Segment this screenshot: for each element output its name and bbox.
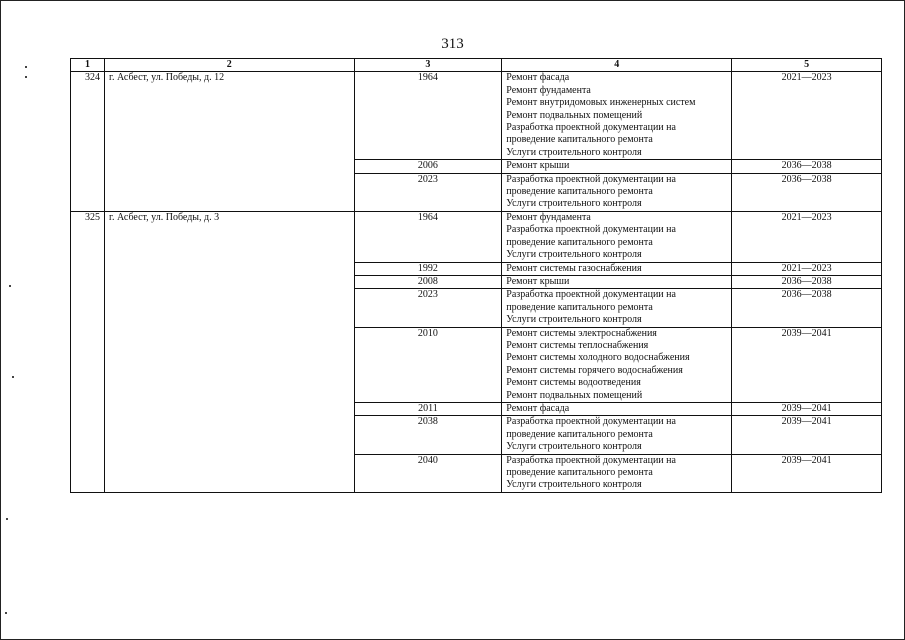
work-item: Услуги строительного контроля [506, 198, 642, 210]
work-item: Ремонт системы теплоснабжения [506, 339, 649, 351]
column-header-5: 5 [732, 59, 882, 72]
work-item: Ремонт подвальных помещений [506, 389, 643, 401]
work-item: Услуги строительного контроля [506, 479, 642, 491]
work-item: Услуги строительного контроля [506, 249, 642, 261]
scan-mark [5, 612, 7, 614]
entry-period: 2036—2038 [732, 289, 882, 327]
table-header-row [71, 59, 882, 72]
work-list [502, 211, 732, 262]
entry-year: 2040 [354, 454, 502, 492]
work-item: Ремонт системы горячего водоснабжения [506, 364, 683, 376]
work-item: проведение капитального ремонта [506, 186, 653, 198]
work-item: Ремонт крыши [506, 275, 570, 287]
page-number: 313 [441, 36, 464, 52]
work-item: Услуги строительного контроля [506, 441, 642, 453]
building-address: г. Асбест, ул. Победы, д. 3 [104, 211, 354, 492]
entry-year: 1964 [354, 72, 502, 160]
work-item: Ремонт фундамента [506, 84, 591, 96]
entry-period: 2039—2041 [732, 402, 882, 415]
entry-period: 2039—2041 [732, 327, 882, 402]
entry-period: 2039—2041 [732, 454, 882, 492]
scan-mark [25, 76, 27, 78]
work-list [502, 402, 732, 415]
work-list [502, 262, 732, 275]
entry-year: 2006 [354, 160, 502, 173]
work-item: Ремонт системы холодного водоснабжения [506, 352, 690, 364]
work-list [502, 160, 732, 173]
work-item: Ремонт системы водоотведения [506, 377, 641, 389]
work-item: Услуги строительного контроля [506, 314, 642, 326]
work-list [502, 72, 732, 160]
entry-year: 2023 [354, 289, 502, 327]
entry-year: 1964 [354, 211, 502, 262]
work-item: Разработка проектной документации на [506, 289, 676, 301]
work-item: проведение капитального ремонта [506, 236, 653, 248]
entry-period: 2039—2041 [732, 416, 882, 454]
work-item: Услуги строительного контроля [506, 146, 642, 158]
work-item: Ремонт системы газоснабжения [506, 262, 642, 274]
entry-year: 1992 [354, 262, 502, 275]
work-item: Разработка проектной документации на [506, 173, 676, 185]
work-item: Разработка проектной документации на [506, 224, 676, 236]
entry-period: 2036—2038 [732, 275, 882, 288]
entry-period: 2021—2023 [732, 211, 882, 262]
work-item: проведение капитального ремонта [506, 467, 653, 478]
column-header-2: 2 [104, 59, 354, 72]
work-item: Ремонт подвальных помещений [506, 109, 643, 121]
entry-period: 2036—2038 [732, 173, 882, 211]
table-row [71, 72, 882, 160]
entry-year: 2038 [354, 416, 502, 454]
work-item: Ремонт системы электроснабжения [506, 327, 657, 339]
entry-year: 2011 [354, 402, 502, 415]
table-row [71, 211, 882, 262]
column-header-3: 3 [354, 59, 502, 72]
building-address: г. Асбест, ул. Победы, д. 12 [104, 72, 354, 211]
work-list [502, 454, 732, 492]
work-item: Ремонт фасада [506, 72, 570, 84]
work-item: Разработка проектной документации на [506, 122, 676, 134]
scan-mark [25, 66, 27, 68]
column-header-4: 4 [502, 59, 732, 72]
entry-year: 2008 [354, 275, 502, 288]
work-item: проведение капитального ремонта [506, 428, 653, 440]
entry-period: 2036—2038 [732, 160, 882, 173]
work-item: Разработка проектной документации на [506, 416, 676, 428]
building-number: 325 [71, 211, 105, 492]
work-item: проведение капитального ремонта [506, 301, 653, 313]
scan-mark [6, 518, 8, 520]
work-list [502, 327, 732, 402]
work-list [502, 275, 732, 288]
entry-year: 2010 [354, 327, 502, 402]
table-body [71, 72, 882, 492]
entry-year: 2023 [354, 173, 502, 211]
work-item: Ремонт крыши [506, 160, 570, 172]
entry-period: 2021—2023 [732, 262, 882, 275]
work-item: Ремонт фундамента [506, 211, 591, 223]
scan-mark [9, 285, 11, 287]
work-item: Ремонт фасада [506, 402, 570, 414]
repair-schedule-table [70, 58, 882, 493]
building-number: 324 [71, 72, 105, 211]
work-list [502, 173, 732, 211]
work-item: проведение капитального ремонта [506, 134, 653, 146]
entry-period: 2021—2023 [732, 72, 882, 160]
work-list [502, 289, 732, 327]
column-header-1: 1 [71, 59, 105, 72]
work-item: Ремонт внутридомовых инженерных систем [506, 97, 696, 109]
work-item: Разработка проектной документации на [506, 454, 676, 466]
work-list [502, 416, 732, 454]
scan-mark [12, 376, 14, 378]
